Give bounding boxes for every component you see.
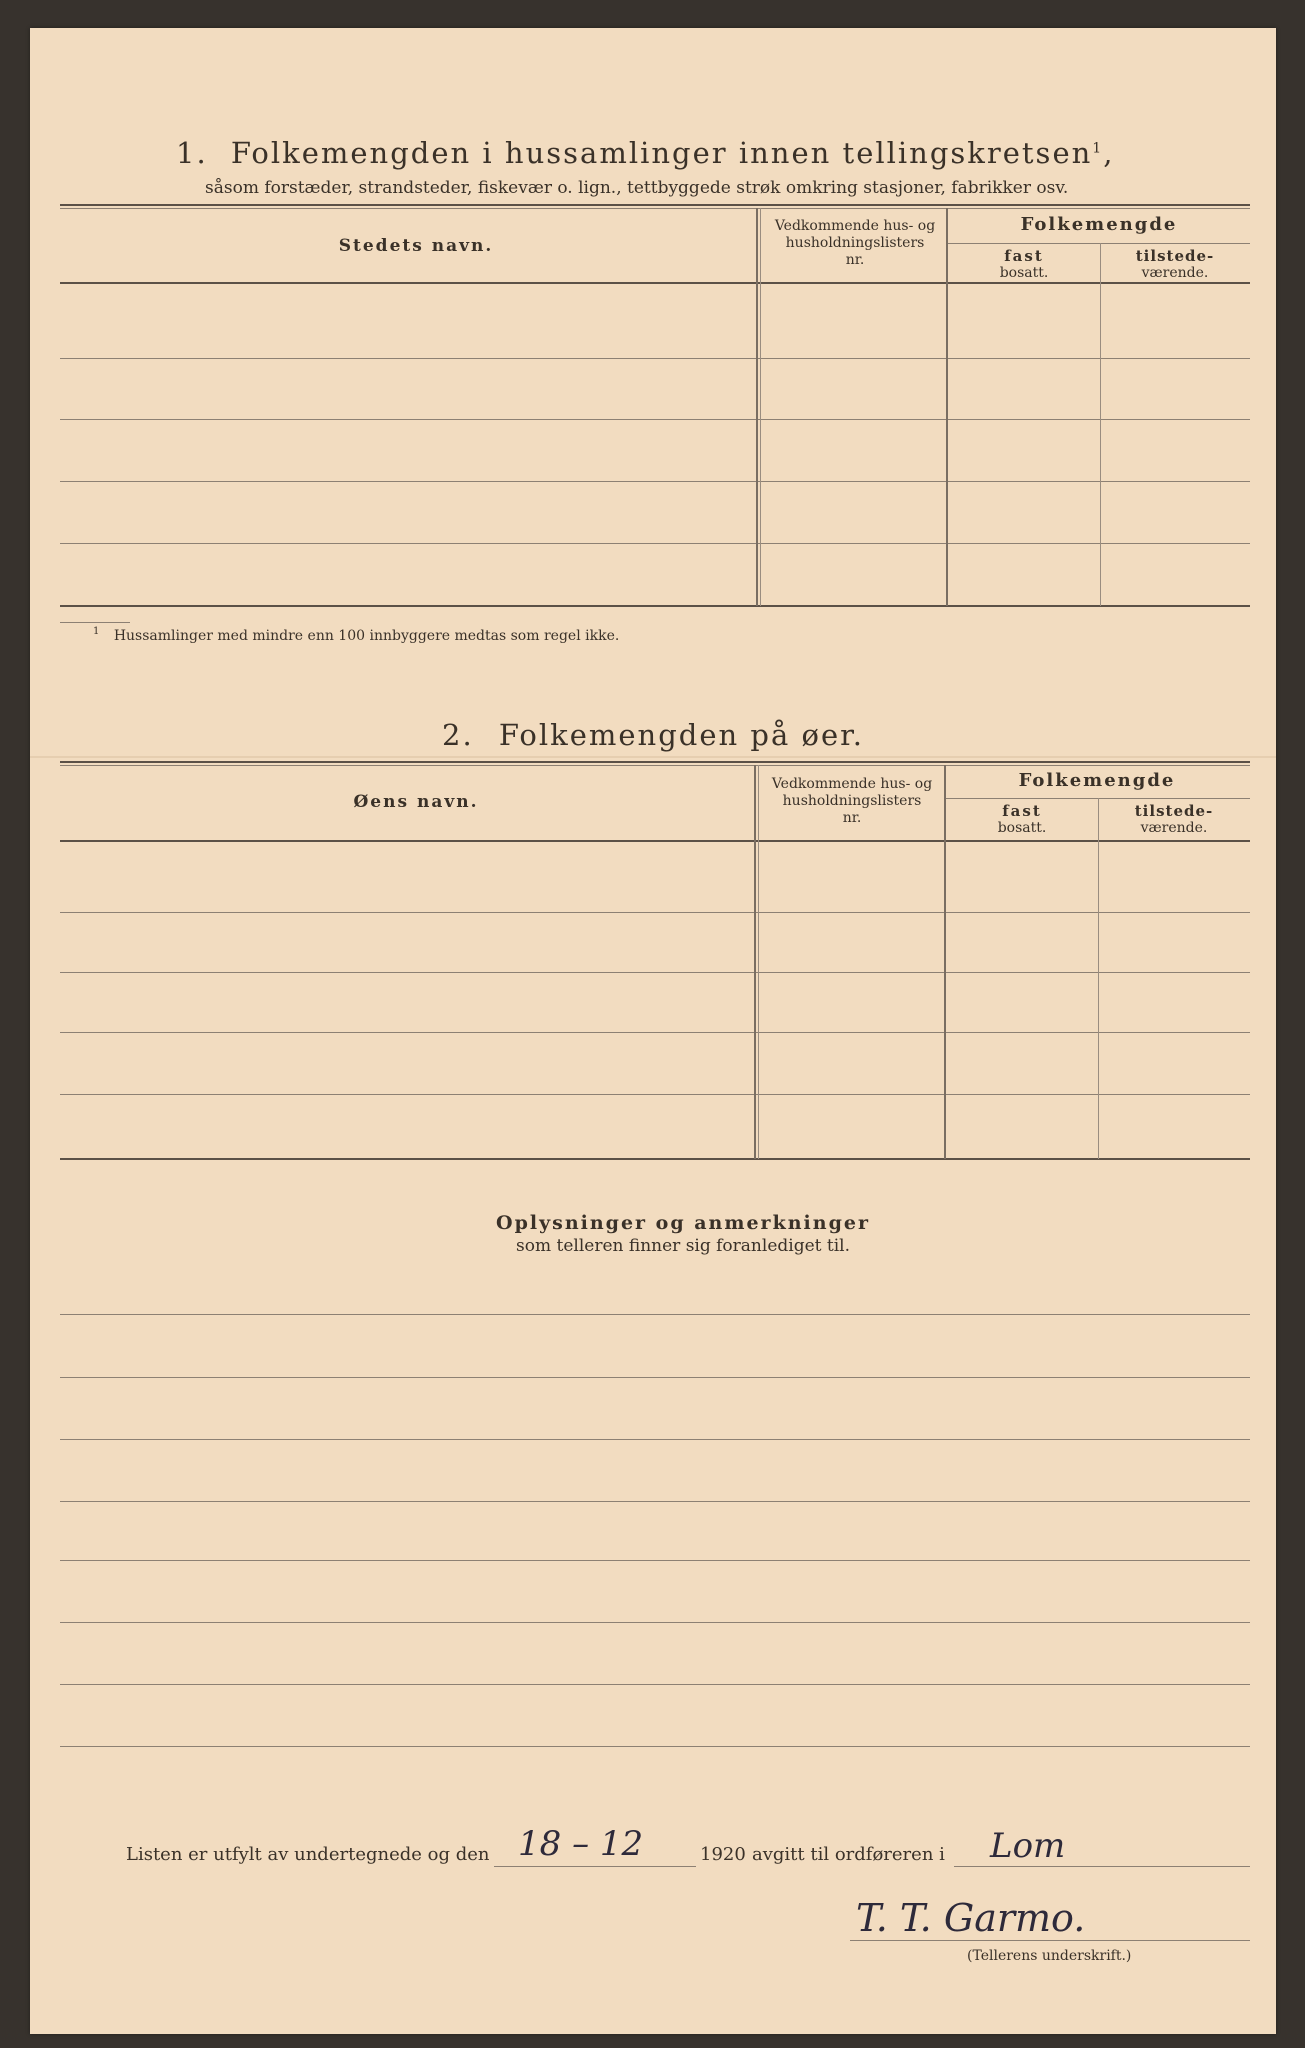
section2-col-name: Øens navn.	[353, 792, 479, 812]
signature-handwritten: T. T. Garmo.	[856, 1896, 1086, 1940]
section2-title: Folkemengden på øer.	[498, 718, 865, 752]
col-tilstede-line1: tilstede-	[1134, 802, 1214, 820]
section2-col-pop: Folkemengde	[1018, 770, 1176, 791]
col-fast-line2: bosatt.	[999, 265, 1049, 281]
col-lists-line1: Vedkommende hus- og	[771, 776, 933, 792]
col-lists-line2: husholdningslisters	[782, 793, 922, 809]
remarks-title: Oplysninger og anmerkninger	[496, 1212, 870, 1234]
section1-col-tilstede	[1100, 248, 1250, 282]
remarks-subtitle: som telleren finner sig foranlediget til.	[516, 1236, 850, 1256]
section1-heading	[176, 136, 1114, 170]
section1-col-lists	[760, 218, 950, 269]
date-handwritten: 18 – 12	[518, 1824, 644, 1864]
section1-col-fast	[948, 248, 1100, 282]
col-lists-line3: nr.	[845, 252, 865, 268]
col-tilstede-line2: værende.	[1141, 265, 1209, 281]
section2-col-lists	[757, 776, 947, 827]
col-lists-line1: Vedkommende hus- og	[774, 218, 936, 234]
col-fast-line1: fast	[1004, 247, 1044, 265]
section1-subtitle: såsom forstæder, strandsteder, fiskevær o. lign., tettbyggede strøk omkring stasjoner, fabrikker osv.	[205, 178, 1069, 198]
fold-line	[30, 756, 1276, 758]
sign-text2: avgitt til ordføreren i	[752, 1844, 945, 1865]
section1-col-name: Stedets navn.	[338, 236, 494, 256]
year: 1920	[700, 1844, 746, 1865]
col-fast-line1: fast	[1002, 802, 1042, 820]
col-lists-line2: husholdningslisters	[785, 235, 925, 251]
section1-footnote: $^1$ Hussamlinger med mindre enn 100 innbyggere medtas som regel ikke.	[93, 626, 620, 644]
section1-col-pop: Folkemengde	[1020, 214, 1178, 235]
section1-footnote-mark: 1	[1092, 140, 1104, 157]
col-lists-line3: nr.	[842, 810, 862, 826]
col-tilstede-line1: tilstede-	[1135, 247, 1215, 265]
signature-caption: (Tellerens underskrift.)	[967, 1948, 1132, 1964]
section2-heading	[442, 718, 864, 752]
sign-text1: Listen er utfylt av undertegnede og den	[126, 1844, 490, 1865]
section2-number: 2.	[442, 718, 474, 752]
col-tilstede-line2: værende.	[1140, 820, 1208, 836]
census-form-page	[30, 28, 1276, 2034]
place-handwritten: Lom	[990, 1826, 1066, 1866]
section1-title: Folkemengden i hussamlinger innen tellingskretsen	[230, 136, 1093, 170]
section1-title-end: ,	[1103, 136, 1115, 170]
section1-number: 1.	[176, 136, 208, 170]
section2-col-tilstede	[1098, 803, 1250, 837]
col-fast-line2: bosatt.	[997, 820, 1047, 836]
section2-col-fast	[946, 803, 1098, 837]
footnote-text: Hussamlinger med mindre enn 100 innbyggere medtas som regel ikke.	[113, 627, 620, 644]
